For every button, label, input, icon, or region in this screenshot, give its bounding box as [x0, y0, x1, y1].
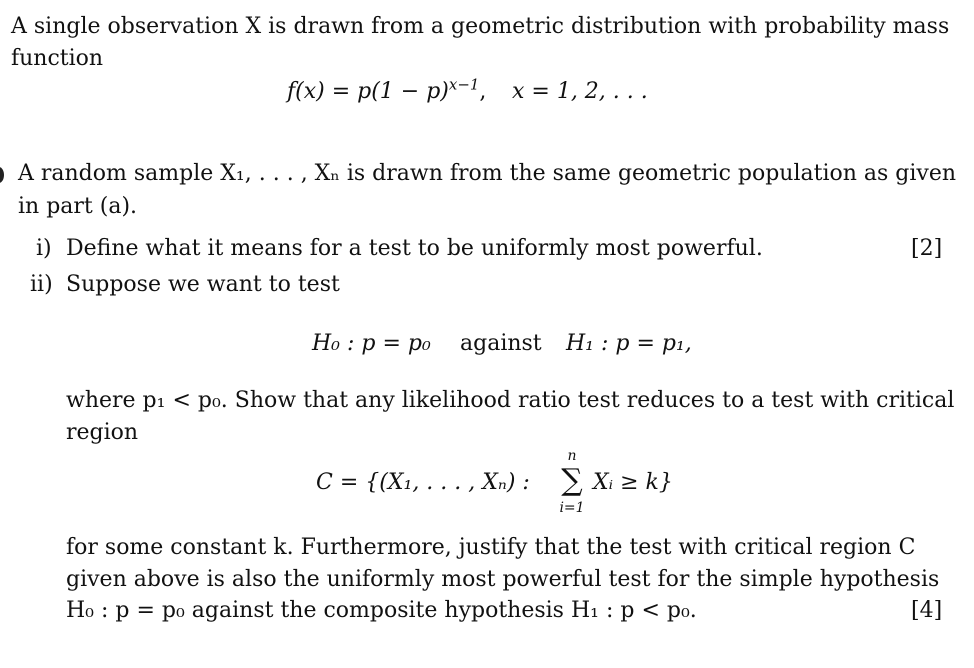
hypothesis-against: against: [460, 331, 542, 356]
question-1-label: i): [36, 236, 52, 261]
question-2-marks: [4]: [911, 598, 943, 623]
question-1-marks: [2]: [911, 236, 943, 261]
hypothesis-h0: H₀ : p = p₀: [312, 331, 431, 356]
pmf-formula: $f(x) = p(1 - p)^{x-1}$,: [287, 75, 487, 104]
part-b-bullet: [0, 167, 4, 183]
question-2-label: ii): [30, 272, 53, 297]
pmf-exponent: x−1: [448, 75, 480, 94]
hypothesis-h1: H₁ : p = p₁,: [566, 331, 692, 356]
summation: [555, 448, 589, 516]
summation-lower-limit: i=1: [559, 500, 585, 516]
part-b-line-1: A random sample X₁, . . . , Xₙ is drawn from the same geometric population as given: [18, 161, 957, 186]
critical-region-rhs: Xᵢ ≥ k}: [593, 470, 673, 495]
intro-line-1: A single observation X is drawn from a geometric distribution with probability mass: [11, 14, 950, 39]
question-1-text: Define what it means for a test to be uniformly most powerful.: [66, 236, 763, 261]
final-line-2: given above is also the uniformly most powerful test for the simple hypothesis: [66, 567, 940, 592]
where-line-1: where p₁ < p₀. Show that any likelihood ratio test reduces to a test with critical: [66, 388, 955, 413]
pmf-domain: x = 1, 2, . . .: [512, 79, 648, 104]
final-line-3: H₀ : p = p₀ against the composite hypothesis H₁ : p < p₀.: [66, 598, 697, 623]
where-line-2: region: [66, 420, 139, 445]
critical-region-lhs: C = {(X₁, . . . , Xₙ) :: [316, 470, 530, 495]
summation-upper-limit: n: [567, 448, 577, 464]
pmf-expression: f(x) = p(1 − p): [287, 79, 449, 104]
question-2-text: Suppose we want to test: [66, 272, 340, 297]
final-line-1: for some constant k. Furthermore, justify that the test with critical region C: [66, 535, 916, 560]
part-b-line-2: in part (a).: [18, 194, 138, 219]
intro-line-2: function: [11, 46, 104, 71]
summation-symbol: ∑: [561, 463, 583, 498]
